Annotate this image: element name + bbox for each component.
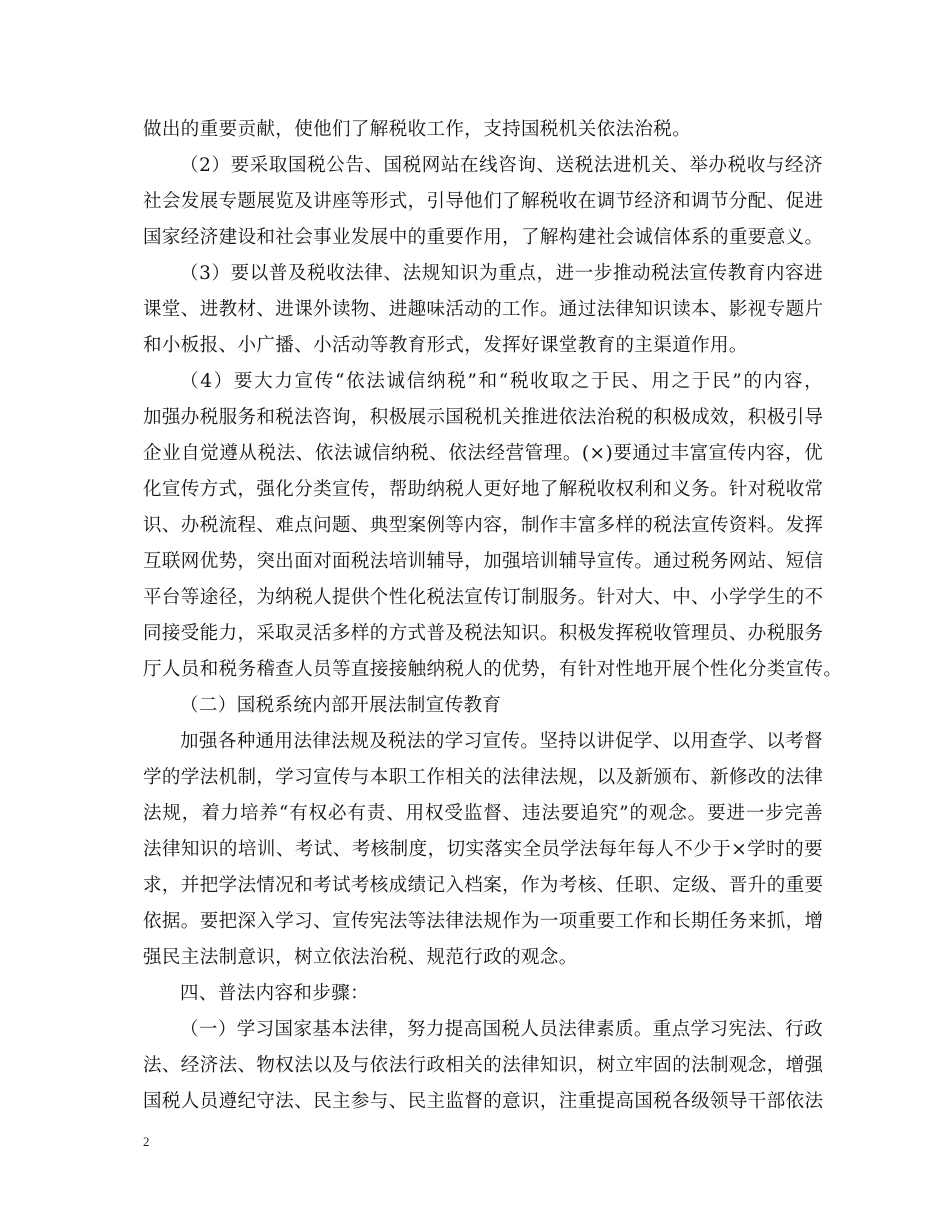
text-line: （2）要采取国税公告、国税网站在线咨询、送税法进机关、举办税收与经济 [180, 155, 823, 176]
page-number: 2 [143, 1134, 150, 1149]
text-line: （一）学习国家基本法律，努力提高国税人员法律素质。重点学习宪法、行政 [180, 1019, 823, 1040]
text-line: 国税人员遵纪守法、民主参与、民主监督的意识，注重提高国税各级领导干部依法 [143, 1091, 824, 1112]
text-line: 强民主法制意识，树立依法治税、规范行政的观念。 [143, 947, 578, 968]
text-line: 化宣传方式，强化分类宣传，帮助纳税人更好地了解税收权利和义务。针对税收常 [143, 479, 824, 500]
text-line: 法律知识的培训、考试、考核制度，切实落实全员学法每年每人不少于×学时的要 [143, 839, 823, 860]
text-line: 国家经济建设和社会事业发展中的重要作用，了解构建社会诚信体系的重要意义。 [143, 227, 824, 248]
text-line: 依据。要把深入学习、宣传宪法等法律法规作为一项重要工作和长期任务来抓，增 [143, 911, 824, 932]
text-line: 法、经济法、物权法以及与依法行政相关的法律知识，树立牢固的法制观念，增强 [143, 1055, 824, 1076]
text-line: 厅人员和税务稽查人员等直接接触纳税人的优势，有针对性地开展个性化分类宣传。 [143, 659, 843, 680]
text-line: （4）要大力宣传“依法诚信纳税”和“税收取之于民、用之于民”的内容， [180, 371, 823, 392]
section-heading: （二）国税系统内部开展法制宣传教育 [180, 695, 502, 716]
text-line: 做出的重要贡献，使他们了解税收工作，支持国税机关依法治税。 [143, 119, 692, 140]
text-line: 同接受能力，采取灵活多样的方式普及税法知识。积极发挥税收管理员、办税服务 [143, 623, 824, 644]
text-line: 互联网优势，突出面对面税法培训辅导，加强培训辅导宣传。通过税务网站、短信 [143, 551, 824, 572]
text-line: 平台等途径，为纳税人提供个性化税法宣传订制服务。针对大、中、小学学生的不 [143, 587, 824, 608]
text-line: 法规，着力培养“有权必有责、用权受监督、违法要追究”的观念。要进一步完善 [143, 803, 823, 824]
text-line: 加强办税服务和税法咨询，积极展示国税机关推进依法治税的积极成效，积极引导 [143, 407, 824, 428]
text-line: 加强各种通用法律法规及税法的学习宣传。坚持以讲促学、以用查学、以考督 [180, 731, 823, 752]
text-line: 和小板报、小广播、小活动等教育形式，发挥好课堂教育的主渠道作用。 [143, 335, 748, 356]
text-line: 企业自觉遵从税法、依法诚信纳税、依法经营管理。(×)要通过丰富宣传内容，优 [143, 443, 823, 464]
text-line: 学的学法机制，学习宣传与本职工作相关的法律法规，以及新颁布、新修改的法律 [143, 767, 824, 788]
text-line: 社会发展专题展览及讲座等形式，引导他们了解税收在调节经济和调节分配、促进 [143, 191, 824, 212]
section-heading: 四、普法内容和步骤： [180, 983, 370, 1004]
text-line: 识、办税流程、难点问题、典型案例等内容，制作丰富多样的税法宣传资料。发挥 [143, 515, 824, 536]
text-line: （3）要以普及税收法律、法规知识为重点，进一步推动税法宣传教育内容进 [180, 263, 823, 284]
text-line: 课堂、进教材、进课外读物、进趣味活动的工作。通过法律知识读本、影视专题片 [143, 299, 824, 320]
text-line: 求，并把学法情况和考试考核成绩记入档案，作为考核、任职、定级、晋升的重要 [143, 875, 824, 896]
